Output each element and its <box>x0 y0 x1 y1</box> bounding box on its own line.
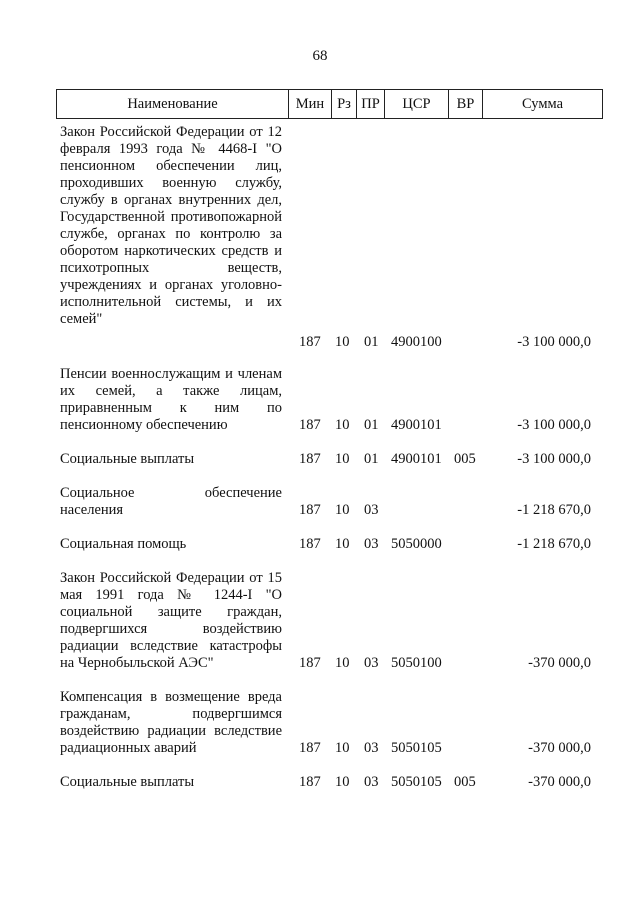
column-header-min: Мин <box>288 90 331 118</box>
cell-rz: 10 <box>335 502 350 518</box>
row-name: Компенсация в возмещение вреда гражданам, подвергшимся воздействию радиации вследствие радиационных аварий <box>60 689 282 756</box>
cell-sum: -370 000,0 <box>528 655 591 671</box>
cell-min: 187 <box>299 774 321 790</box>
cell-rz: 10 <box>335 536 350 552</box>
row-name: Закон Российской Федерации от 15 мая 1991 года № 1244-I "О социальной защите граждан, подвергшихся воздействию радиации вследствие катастрофы на Чернобыльской АЭС" <box>60 570 282 671</box>
row-name: Пенсии военнослужащим и членам их семей, а также лицам, приравненным к ним по пенсионному обеспечению <box>60 366 282 433</box>
cell-csr: 4900100 <box>391 334 442 350</box>
cell-sum: -3 100 000,0 <box>517 334 591 350</box>
cell-pr: 03 <box>364 536 379 552</box>
cell-sum: -1 218 670,0 <box>517 536 591 552</box>
cell-pr: 03 <box>364 502 379 518</box>
row-name: Социальное обеспечение населения <box>60 485 282 518</box>
column-header-pr: ПР <box>356 90 384 118</box>
cell-csr: 5050100 <box>391 655 442 671</box>
cell-min: 187 <box>299 655 321 671</box>
cell-pr: 01 <box>364 334 379 350</box>
row-name: Социальные выплаты <box>60 774 195 790</box>
cell-csr: 4900101 <box>391 451 442 467</box>
cell-rz: 10 <box>335 451 350 467</box>
cell-csr: 5050105 <box>391 740 442 756</box>
column-header-name: Наименование <box>127 96 218 112</box>
cell-rz: 10 <box>335 740 350 756</box>
row-name: Закон Российской Федерации от 12 февраля 1993 года № 4468-I "О пенсионном обеспечении лиц, проходивших военную службу, службу в органах внутренних дел, Государственной противопожарной службе, органах по контролю за оборотом наркотических средств и психотропных веществ, учреждениях и органах уголовно-исполнительной системы, и их семей" <box>60 124 282 327</box>
cell-sum: -370 000,0 <box>528 774 591 790</box>
cell-pr: 01 <box>364 451 379 467</box>
column-header-vr: ВР <box>448 90 482 118</box>
cell-csr: 5050000 <box>391 536 442 552</box>
table-row <box>0 536 640 553</box>
cell-csr: 4900101 <box>391 417 442 433</box>
table-row <box>0 570 640 672</box>
cell-pr: 03 <box>364 774 379 790</box>
cell-min: 187 <box>299 334 321 350</box>
table-row <box>0 451 640 468</box>
cell-vr: 005 <box>454 774 476 790</box>
table-header <box>56 89 603 119</box>
column-header-rz: Рз <box>331 90 356 118</box>
row-name: Социальные выплаты <box>60 451 195 467</box>
table-row <box>0 689 640 757</box>
row-name: Социальная помощь <box>60 536 187 552</box>
cell-min: 187 <box>299 740 321 756</box>
cell-sum: -370 000,0 <box>528 740 591 756</box>
cell-pr: 03 <box>364 655 379 671</box>
cell-sum: -3 100 000,0 <box>517 417 591 433</box>
cell-sum: -3 100 000,0 <box>517 451 591 467</box>
cell-rz: 10 <box>335 655 350 671</box>
page-number: 68 <box>312 48 328 64</box>
column-header-csr: ЦСР <box>384 90 448 118</box>
cell-rz: 10 <box>335 334 350 350</box>
cell-min: 187 <box>299 536 321 552</box>
column-header-sum: Сумма <box>482 90 602 118</box>
cell-rz: 10 <box>335 774 350 790</box>
table-row <box>0 124 640 351</box>
cell-rz: 10 <box>335 417 350 433</box>
table-row <box>0 485 640 519</box>
cell-pr: 03 <box>364 740 379 756</box>
table-row <box>0 366 640 434</box>
cell-pr: 01 <box>364 417 379 433</box>
cell-min: 187 <box>299 451 321 467</box>
cell-sum: -1 218 670,0 <box>517 502 591 518</box>
cell-csr: 5050105 <box>391 774 442 790</box>
table-row <box>0 774 640 791</box>
cell-min: 187 <box>299 417 321 433</box>
cell-min: 187 <box>299 502 321 518</box>
cell-vr: 005 <box>454 451 476 467</box>
